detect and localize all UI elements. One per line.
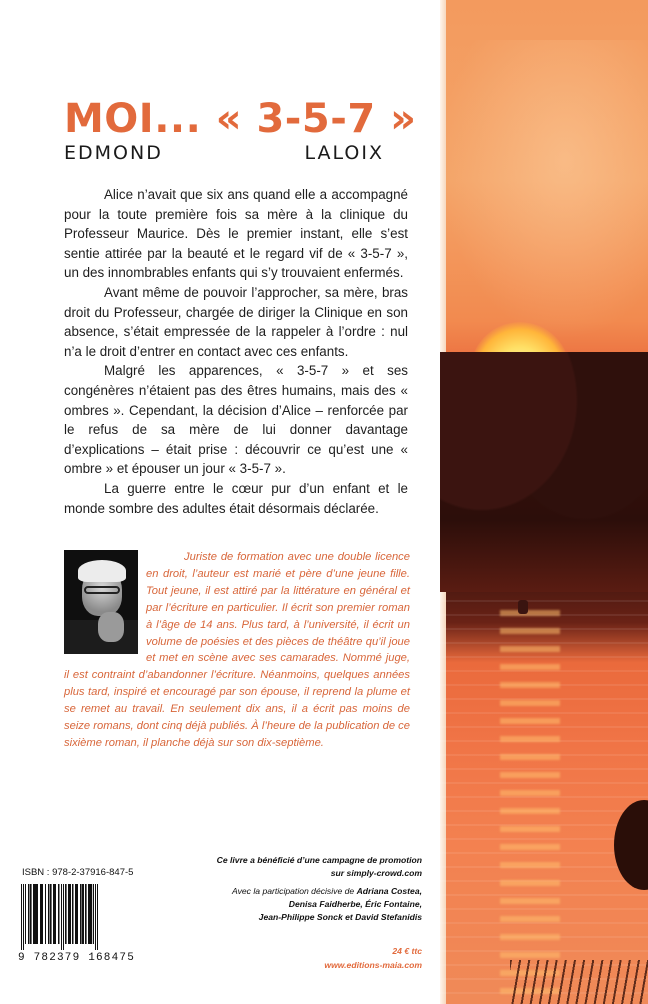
- barcode-bar: [77, 884, 78, 944]
- sunset-photo: [440, 0, 648, 1004]
- partners-line: [150, 885, 422, 898]
- barcode-bar: [42, 884, 43, 944]
- synopsis-paragraph: Malgré les apparences, « 3-5-7 » et ses congénères n’étaient pas des êtres humains, mais des « ombres ». Cependant, la décision d’Alice – renforcée par le refus de sa mère de lui donner davantage d’explications – était prise : découvrir ce qu’est une « ombre » et épouser un jour « 3-5-7 ».: [64, 363, 408, 477]
- barcode-bar: [93, 884, 94, 944]
- barcode-bar: [72, 884, 74, 944]
- barcode-bar: [40, 884, 42, 944]
- book-title: MOI... « 3-5-7 »: [64, 96, 417, 142]
- barcode-bar: [58, 884, 60, 944]
- barcode-bar: [95, 884, 96, 950]
- barcode-bar: [61, 884, 62, 950]
- synopsis-paragraph: Alice n’avait que six ans quand elle a accompagné pour la toute première fois sa mère à la clinique du Professeur Maurice. Dès le premier instant, elle s’est sentie attirée par la beauté et le regard vif de « 3-5-7 », un des innombrables enfants qui s’y trouvaient enfermés.: [64, 187, 408, 281]
- promo-note: [150, 854, 422, 879]
- partners-names: Adriana Costea,: [356, 886, 422, 896]
- partners-intro: Avec la participation décisive de: [232, 886, 355, 896]
- barcode-bar: [30, 884, 32, 944]
- partners-line: [150, 911, 422, 924]
- partners-names: Denisa Faidherbe, Éric Fontaine,: [288, 898, 422, 909]
- barcode-bar: [28, 884, 30, 944]
- boat-silhouette: [518, 600, 528, 614]
- barcode-bar: [35, 884, 37, 944]
- author-name: EDMOND LALOIX: [64, 142, 384, 164]
- reeds: [510, 960, 648, 1004]
- barcode-bar: [50, 884, 52, 944]
- promo-line: Ce livre a bénéficié d’une campagne de promotion: [216, 855, 422, 865]
- barcode-bar: [75, 884, 77, 944]
- tree-silhouette: [440, 352, 648, 592]
- barcode-digits: 9 782379 168475: [18, 952, 136, 964]
- price: 24 € ttc: [392, 946, 422, 956]
- barcode-bar: [85, 884, 87, 944]
- barcode-bar: [63, 884, 64, 950]
- barcode-bar: [23, 884, 24, 950]
- isbn-label: ISBN : 978-2-37916-847-5: [22, 867, 134, 878]
- author-bio: [64, 549, 410, 752]
- barcode-bar: [68, 884, 70, 944]
- barcode-bar: [97, 884, 98, 950]
- barcode-bar: [33, 884, 35, 944]
- barcode-bar: [65, 884, 67, 944]
- barcode-bar: [45, 884, 46, 944]
- author-bio-text: Juriste de formation avec une double licence en droit, l’auteur est marié et père d’une jeune fille. Tout jeune, il est attiré par la littérature en général et par l’écriture en particulier. Il écrit son premier roman à l’âge de 14 ans. Plus tard, à l’université, il écrit un volume de poésies et des pièces de théâtre qu’il joue et met en scène avec ses camarades. Nommé juge, il est contraint d’abandonner l’écriture. Néanmoins, quelques années plus tard, inspiré et encouragé par son épouse, il reprend la plume et se remet au travail. En seulement dix ans, il a écrit pas moins de seize romans, dont cinq déjà publiés. À l’heure de la publication de ce sixième roman, il planche déjà sur son dix-septième.: [64, 551, 410, 749]
- barcode-bar: [25, 884, 26, 944]
- barcode-bar: [37, 884, 38, 944]
- partners-names: Jean-Philippe Sonck et David Stefanidis: [258, 911, 422, 922]
- partners-line: [150, 898, 422, 911]
- barcode-bar: [88, 884, 90, 944]
- synopsis-paragraph: Avant même de pouvoir l’approcher, sa mère, bras droit du Professeur, chargée de diriger la Clinique en son absence, s’était empressée de la rappeler à l’ordre : nul n’a le droit d’entrer en contact avec ces enfants.: [64, 284, 408, 359]
- barcode-bar: [55, 884, 56, 944]
- barcode-bar: [82, 884, 84, 944]
- barcode: [20, 884, 140, 950]
- sun-reflection: [500, 610, 560, 1004]
- sky-haze: [440, 40, 648, 340]
- barcode-bar: [53, 884, 55, 944]
- promo-line: sur simply-crowd.com: [330, 867, 422, 878]
- barcode-bar: [48, 884, 50, 944]
- barcode-bar: [90, 884, 92, 944]
- barcode-bar: [21, 884, 22, 950]
- synopsis: [64, 185, 408, 518]
- barcode-bar: [70, 884, 71, 944]
- partners-note: [150, 885, 422, 923]
- publisher-website: www.editions-maia.com: [324, 960, 422, 970]
- synopsis-paragraph: La guerre entre le cœur pur d’un enfant et le monde sombre des adultes était désormais déclarée.: [64, 480, 408, 516]
- barcode-bar: [80, 884, 82, 944]
